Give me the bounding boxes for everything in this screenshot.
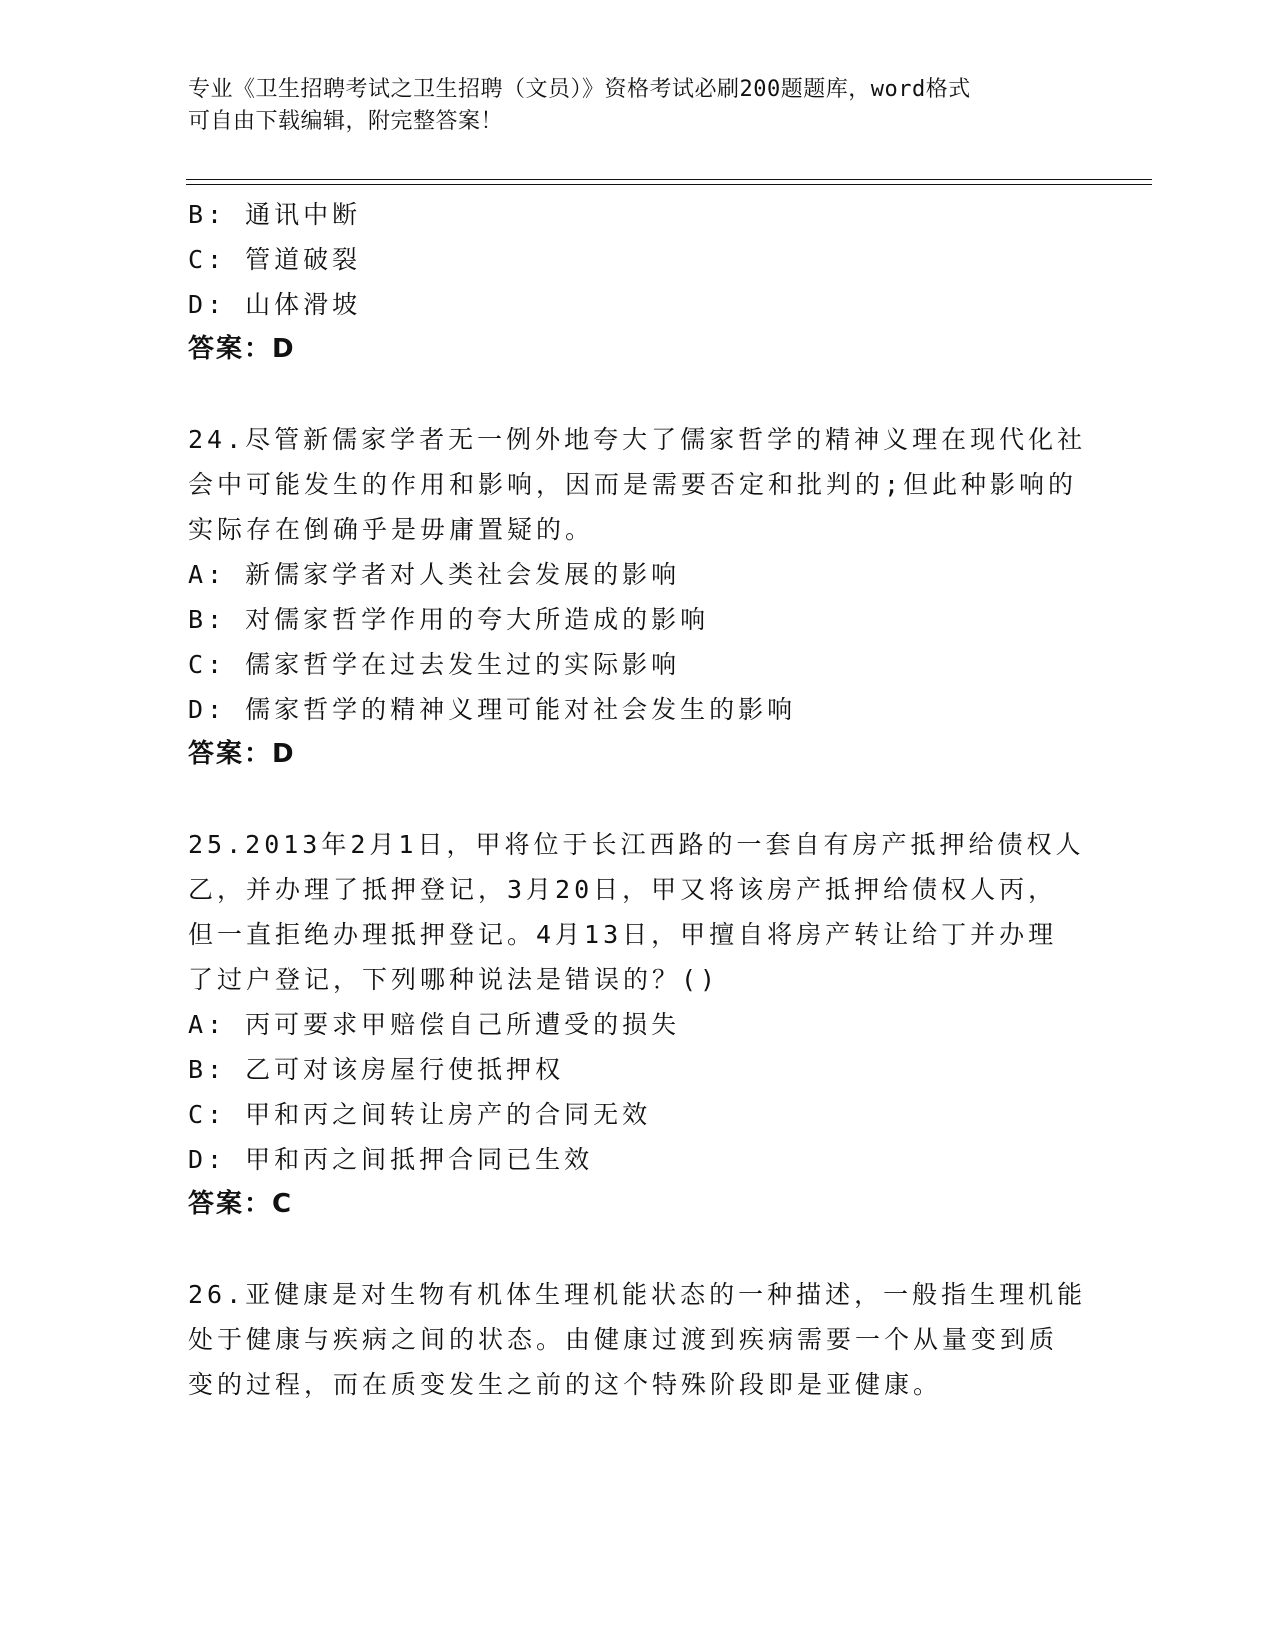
question-text-line: 处于健康与疾病之间的状态。由健康过渡到疾病需要一个从量变到质 — [188, 1325, 1059, 1354]
spacer — [188, 1227, 1088, 1272]
option-d: D: 儒家哲学的精神义理可能对社会发生的影响 — [188, 695, 797, 724]
question-23-tail — [188, 192, 1088, 372]
question-text-line: 24.尽管新儒家学者无一例外地夸大了儒家哲学的精神义理在现代化社 — [188, 425, 1087, 454]
header-line-2: 可自由下载编辑，附完整答案！ — [188, 109, 504, 134]
option-a: A: 丙可要求甲赔偿自己所遭受的损失 — [188, 1010, 681, 1039]
answer: 答案：D — [188, 739, 296, 769]
option-b: B: 乙可对该房屋行使抵押权 — [188, 1055, 565, 1084]
spacer — [188, 372, 1088, 417]
option-c: C: 儒家哲学在过去发生过的实际影响 — [188, 650, 681, 679]
option-a: A: 新儒家学者对人类社会发展的影响 — [188, 560, 681, 589]
header-line-1: 专业《卫生招聘考试之卫生招聘（文员）》资格考试必刷200题题库，word格式 — [188, 77, 971, 102]
answer: 答案：D — [188, 334, 296, 364]
question-content — [188, 192, 1088, 1407]
header-rule-bottom — [186, 184, 1152, 185]
question-text-line: 但一直拒绝办理抵押登记。4月13日，甲擅自将房产转让给丁并办理 — [188, 920, 1058, 949]
option-b: B: 对儒家哲学作用的夸大所造成的影响 — [188, 605, 710, 634]
question-text-line: 了过户登记，下列哪种说法是错误的？() — [188, 965, 720, 994]
question-24 — [188, 417, 1088, 777]
question-text-line: 乙，并办理了抵押登记，3月20日，甲又将该房产抵押给债权人丙， — [188, 875, 1058, 904]
option-c: C: 甲和丙之间转让房产的合同无效 — [188, 1100, 652, 1129]
question-text-line: 25.2013年2月1日，甲将位于长江西路的一套自有房产抵押给债权人 — [188, 830, 1085, 859]
question-text-line: 26.亚健康是对生物有机体生理机能状态的一种描述，一般指生理机能 — [188, 1280, 1087, 1309]
question-text-line: 实际存在倒确乎是毋庸置疑的。 — [188, 515, 595, 544]
question-25 — [188, 822, 1088, 1227]
answer: 答案：C — [188, 1189, 294, 1219]
question-text-line: 会中可能发生的作用和影响，因而是需要否定和批判的;但此种影响的 — [188, 470, 1078, 499]
header-rule-top — [186, 179, 1152, 180]
option-d: D: 甲和丙之间抵押合同已生效 — [188, 1145, 594, 1174]
option-c: C: 管道破裂 — [188, 245, 362, 274]
option-d: D: 山体滑坡 — [188, 290, 362, 319]
page-header — [188, 74, 1068, 138]
option-b: B: 通讯中断 — [188, 200, 362, 229]
question-26 — [188, 1272, 1088, 1407]
question-text-line: 变的过程，而在质变发生之前的这个特殊阶段即是亚健康。 — [188, 1370, 943, 1399]
spacer — [188, 777, 1088, 822]
